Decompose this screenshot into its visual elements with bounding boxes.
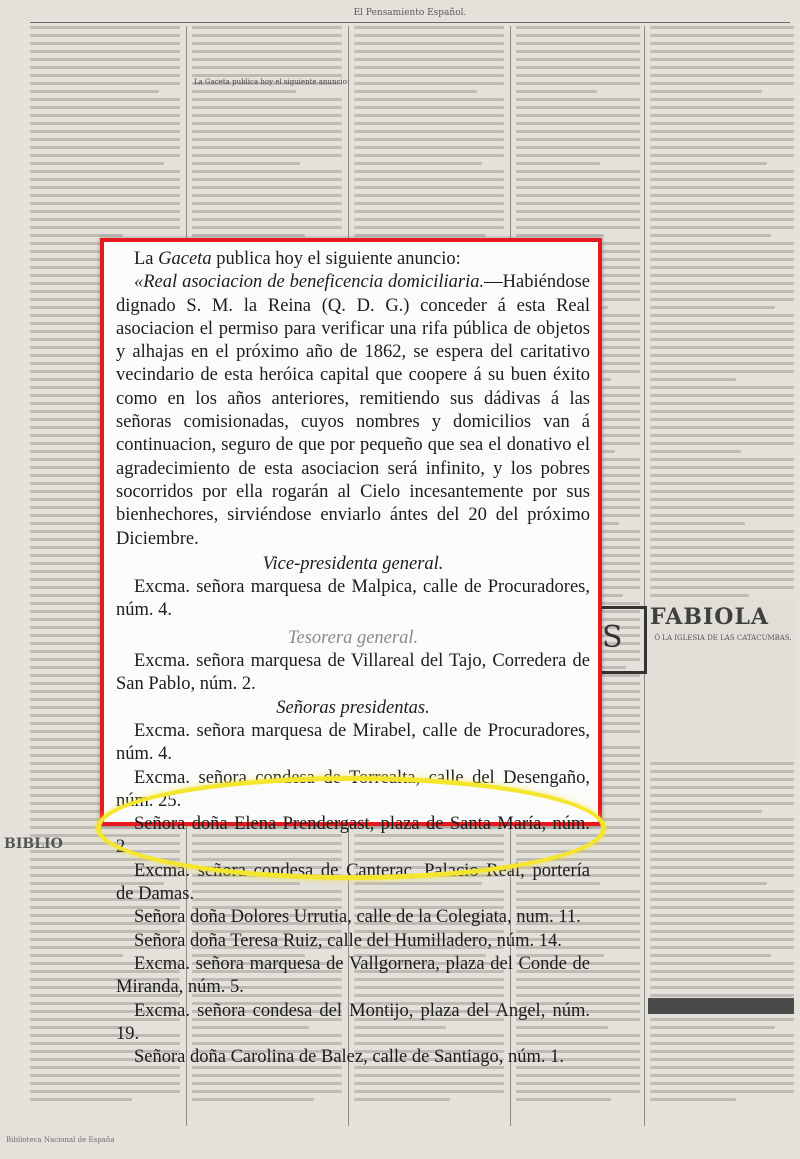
list-item: Señora doña Carolina de Balez, calle de Santiago, núm. 1. xyxy=(134,1047,564,1068)
print-line xyxy=(650,82,794,85)
announcement-body: —Habiéndose dignado S. M. la Reina (Q. D. G.) conceder á esta Real asociacion el permiso para verificar una rifa pública de objetos y alhajas en el próximo año de 1862, se espera del caritativo vecindario de esta heróica capital que coopere á su buen éxito como en los años anteriores, remitiendo sus dádivas á las señoras comisionadas, cuyos nombres y domicilios van á continuacion, seguro de que por pequeño que sea el donativo el agradecimiento de esta asociacion será infinito, y los pobres socorridos por ella rogarán al Cielo incesantemente por sus bienhechores, sirviéndose enviarlo ántes del 20 del próximo Diciembre. xyxy=(116,272,590,549)
print-line xyxy=(650,562,794,565)
print-line xyxy=(650,1026,775,1029)
print-line xyxy=(516,106,640,109)
print-line xyxy=(650,850,794,853)
print-line xyxy=(650,378,736,381)
print-line xyxy=(516,82,640,85)
print-line xyxy=(650,482,794,485)
print-line xyxy=(516,58,640,61)
print-line xyxy=(192,74,342,77)
print-line xyxy=(650,762,794,765)
print-line xyxy=(650,402,794,405)
list-item: Señora doña Dolores Urrutia, calle de la Colegiata, num. 11. xyxy=(134,907,581,928)
print-line xyxy=(650,490,794,493)
list-item: Excma. señora condesa de Torrealta, calle del Desengaño, núm. 25. xyxy=(116,767,590,811)
print-line xyxy=(354,146,504,149)
print-line xyxy=(30,194,180,197)
print-line xyxy=(650,26,794,29)
print-line xyxy=(354,1098,450,1101)
print-line xyxy=(650,1034,794,1037)
print-line xyxy=(650,346,794,349)
print-line xyxy=(516,66,640,69)
section-band xyxy=(648,998,794,1014)
print-line xyxy=(354,90,477,93)
print-line xyxy=(516,1082,640,1085)
print-line xyxy=(650,314,794,317)
print-line xyxy=(354,178,504,181)
print-line xyxy=(650,234,771,237)
list-item: Excma. señora condesa del Montijo, plaza del Angel, núm. 19. xyxy=(116,1000,590,1044)
print-line xyxy=(30,1074,180,1077)
print-line xyxy=(650,458,794,461)
print-line xyxy=(192,66,342,69)
print-line xyxy=(354,1082,504,1085)
column-5 xyxy=(650,26,794,1126)
print-line xyxy=(192,154,342,157)
print-line xyxy=(30,90,159,93)
print-line xyxy=(30,42,180,45)
print-line xyxy=(192,1082,342,1085)
print-line xyxy=(650,322,794,325)
print-line xyxy=(650,866,794,869)
page-footer: Biblioteca Nacional de España xyxy=(6,1136,115,1144)
ad-letter-box: S xyxy=(598,606,647,674)
print-line xyxy=(650,138,794,141)
print-line xyxy=(516,1090,640,1093)
print-line xyxy=(354,194,504,197)
print-line xyxy=(650,1090,794,1093)
print-line xyxy=(650,154,794,157)
fabiola-subheading: Ó LA IGLESIA DE LAS CATACUMBAS. xyxy=(654,634,792,642)
print-line xyxy=(650,858,794,861)
intro-line xyxy=(116,248,590,271)
list-item: Señora doña Elena Prendergast, plaza de Santa María, núm. 2. xyxy=(116,814,590,858)
print-line xyxy=(650,898,794,901)
print-line xyxy=(650,1018,794,1021)
print-line xyxy=(354,202,504,205)
vice-entry: Excma. señora marquesa de Malpica, calle de Procuradores, núm. 4. xyxy=(116,577,590,621)
print-line xyxy=(516,74,640,77)
print-line xyxy=(354,122,504,125)
print-line xyxy=(516,226,640,229)
print-line xyxy=(30,210,180,213)
print-line xyxy=(650,282,794,285)
print-line xyxy=(30,66,180,69)
print-line xyxy=(354,34,504,37)
print-line xyxy=(30,170,180,173)
print-line xyxy=(650,362,794,365)
print-line xyxy=(516,26,640,29)
print-line xyxy=(192,90,296,93)
print-line xyxy=(650,298,794,301)
print-line xyxy=(650,426,794,429)
intro-suffix: publica hoy el siguiente anuncio: xyxy=(211,249,461,269)
print-line xyxy=(650,466,794,469)
print-line xyxy=(516,162,600,165)
print-line xyxy=(650,570,794,573)
print-line xyxy=(516,122,640,125)
print-line xyxy=(650,386,794,389)
print-line xyxy=(192,1074,342,1077)
print-line xyxy=(650,106,794,109)
gaceta-title: Gaceta xyxy=(158,249,212,269)
print-line xyxy=(192,42,342,45)
print-line xyxy=(30,218,180,221)
print-line xyxy=(30,954,123,957)
print-line xyxy=(516,170,640,173)
print-line xyxy=(192,1090,342,1093)
small-gaceta-text: La Gaceta publica hoy el siguiente anuncio: xyxy=(194,78,350,86)
print-line xyxy=(192,26,342,29)
print-line xyxy=(516,34,640,37)
print-line xyxy=(650,882,767,885)
print-line xyxy=(354,98,504,101)
print-line xyxy=(354,58,504,61)
print-line xyxy=(30,138,180,141)
print-line xyxy=(650,1098,736,1101)
print-line xyxy=(354,170,504,173)
print-line xyxy=(650,546,794,549)
print-line xyxy=(192,194,342,197)
print-line xyxy=(192,218,342,221)
print-line xyxy=(30,178,180,181)
print-line xyxy=(192,178,342,181)
announcement-title: «Real asociacion de beneficencia domiciliaria. xyxy=(134,272,485,293)
print-line xyxy=(650,410,794,413)
print-line xyxy=(650,554,794,557)
print-line xyxy=(650,226,794,229)
print-line xyxy=(650,242,794,245)
print-line xyxy=(650,354,794,357)
print-line xyxy=(650,890,794,893)
print-line xyxy=(650,834,794,837)
print-line xyxy=(650,586,794,589)
print-line xyxy=(354,42,504,45)
print-line xyxy=(354,210,504,213)
print-line xyxy=(192,210,342,213)
print-line xyxy=(354,138,504,141)
print-line xyxy=(650,1050,794,1053)
print-line xyxy=(650,914,794,917)
print-line xyxy=(650,210,794,213)
print-line xyxy=(192,202,342,205)
print-line xyxy=(516,1074,640,1077)
print-line xyxy=(30,226,180,229)
print-line xyxy=(650,1058,794,1061)
print-line xyxy=(650,258,794,261)
print-line xyxy=(650,266,794,269)
print-line xyxy=(650,594,749,597)
print-line xyxy=(650,202,794,205)
print-line xyxy=(30,186,180,189)
print-line xyxy=(354,130,504,133)
print-line xyxy=(650,810,762,813)
print-line xyxy=(650,114,794,117)
print-line xyxy=(650,434,794,437)
print-line xyxy=(650,98,794,101)
print-line xyxy=(30,202,180,205)
print-line xyxy=(30,146,180,149)
print-line xyxy=(650,442,794,445)
print-line xyxy=(650,506,794,509)
print-line xyxy=(516,138,640,141)
print-line xyxy=(650,842,794,845)
print-line xyxy=(650,522,745,525)
print-line xyxy=(650,1074,794,1077)
print-line xyxy=(192,34,342,37)
print-line xyxy=(650,514,794,517)
print-line xyxy=(354,1074,504,1077)
print-line xyxy=(30,74,180,77)
print-line xyxy=(650,74,794,77)
print-line xyxy=(192,162,300,165)
print-line xyxy=(516,186,640,189)
print-line xyxy=(650,978,794,981)
print-line xyxy=(354,162,482,165)
print-line xyxy=(650,50,794,53)
print-line xyxy=(516,50,640,53)
print-line xyxy=(192,138,342,141)
print-line xyxy=(192,58,342,61)
print-line xyxy=(192,226,342,229)
print-line xyxy=(650,394,794,397)
print-line xyxy=(354,186,504,189)
print-line xyxy=(516,98,640,101)
list-item: Señora doña Teresa Ruiz, calle del Humilladero, núm. 14. xyxy=(134,930,562,951)
print-line xyxy=(192,186,342,189)
print-line xyxy=(650,938,794,941)
print-line xyxy=(516,234,604,237)
print-line xyxy=(650,250,794,253)
print-line xyxy=(650,1042,794,1045)
intro-prefix: La xyxy=(134,249,159,269)
print-line xyxy=(650,330,794,333)
print-line xyxy=(354,114,504,117)
print-line xyxy=(30,1098,132,1101)
print-line xyxy=(650,922,794,925)
print-line xyxy=(192,122,342,125)
list-item: Excma. señora marquesa de Mirabel, calle de Procuradores, núm. 4. xyxy=(116,720,590,765)
print-line xyxy=(650,786,794,789)
print-line xyxy=(516,178,640,181)
print-line xyxy=(354,1090,504,1093)
list-item: Excma. señora marquesa de Vallgornera, plaza del Conde de Miranda, núm. 5. xyxy=(116,953,590,998)
print-line xyxy=(650,474,794,477)
print-line xyxy=(650,874,794,877)
list-item: Excma. señora condesa de Canterac, Palacio Real, portería de Damas. xyxy=(116,860,590,905)
print-line xyxy=(650,42,794,45)
print-line xyxy=(192,170,342,173)
print-line xyxy=(650,290,794,293)
print-line xyxy=(30,162,164,165)
print-line xyxy=(192,1098,314,1101)
print-line xyxy=(354,154,504,157)
print-line xyxy=(192,98,342,101)
print-line xyxy=(650,994,794,997)
print-line xyxy=(30,234,123,237)
print-line xyxy=(30,58,180,61)
treasurer-entry: Excma. señora marquesa de Villareal del Tajo, Corredera de San Pablo, núm. 2. xyxy=(116,651,590,695)
print-line xyxy=(30,122,180,125)
print-line xyxy=(650,530,794,533)
print-line xyxy=(516,42,640,45)
column-rule xyxy=(644,26,645,1126)
print-line xyxy=(650,274,794,277)
print-line xyxy=(650,954,771,957)
print-line xyxy=(30,114,180,117)
print-line xyxy=(650,146,794,149)
print-line xyxy=(650,66,794,69)
print-line xyxy=(650,906,794,909)
print-line xyxy=(650,930,794,933)
print-line xyxy=(650,186,794,189)
print-line xyxy=(30,1026,128,1029)
print-line xyxy=(650,130,794,133)
print-line xyxy=(192,106,342,109)
print-line xyxy=(650,826,794,829)
print-line xyxy=(650,218,794,221)
print-line xyxy=(650,90,762,93)
print-line xyxy=(650,770,794,773)
print-line xyxy=(30,50,180,53)
masthead: El Pensamiento Español. xyxy=(30,4,790,23)
print-line xyxy=(354,74,504,77)
print-line xyxy=(354,66,504,69)
excerpt-text xyxy=(116,248,590,1069)
print-line xyxy=(650,162,767,165)
print-line xyxy=(30,34,180,37)
print-line xyxy=(650,170,794,173)
print-line xyxy=(192,146,342,149)
print-line xyxy=(650,794,794,797)
print-line xyxy=(650,122,794,125)
print-line xyxy=(30,130,180,133)
treasurer-heading: Tesorera general. xyxy=(287,627,419,648)
vice-heading: Vice-presidenta general. xyxy=(262,553,444,574)
print-line xyxy=(650,970,794,973)
print-line xyxy=(192,234,305,237)
print-line xyxy=(516,194,640,197)
presidents-heading: Señoras presidentas. xyxy=(276,697,430,718)
print-line xyxy=(30,154,180,157)
print-line xyxy=(192,130,342,133)
print-line xyxy=(354,218,504,221)
print-line xyxy=(650,578,794,581)
print-line xyxy=(516,90,597,93)
print-line xyxy=(650,818,794,821)
print-line xyxy=(650,946,794,949)
print-line xyxy=(354,226,504,229)
print-line xyxy=(354,234,486,237)
print-line xyxy=(30,1082,180,1085)
print-line xyxy=(650,178,794,181)
biblio-heading: BIBLIO xyxy=(4,836,63,852)
print-line xyxy=(30,1090,180,1093)
print-line xyxy=(192,50,342,53)
print-line xyxy=(354,106,504,109)
print-line xyxy=(650,498,794,501)
print-line xyxy=(516,202,640,205)
print-line xyxy=(650,802,794,805)
print-line xyxy=(650,418,794,421)
print-line xyxy=(650,538,794,541)
print-line xyxy=(516,210,640,213)
print-line xyxy=(516,1098,611,1101)
print-line xyxy=(650,962,794,965)
print-line xyxy=(30,26,180,29)
print-line xyxy=(650,306,775,309)
print-line xyxy=(650,1066,794,1069)
zoomed-excerpt xyxy=(100,238,602,1068)
print-line xyxy=(650,194,794,197)
print-line xyxy=(516,114,640,117)
print-line xyxy=(192,114,342,117)
print-line xyxy=(650,58,794,61)
print-line xyxy=(516,130,640,133)
print-line xyxy=(650,370,794,373)
print-line xyxy=(30,82,180,85)
print-line xyxy=(354,26,504,29)
print-line xyxy=(516,154,640,157)
print-line xyxy=(354,82,504,85)
print-line xyxy=(650,450,741,453)
print-line xyxy=(30,106,180,109)
print-line xyxy=(650,338,794,341)
print-line xyxy=(650,986,794,989)
fabiola-heading: FABIOLA xyxy=(650,604,769,630)
print-line xyxy=(516,218,640,221)
print-line xyxy=(650,34,794,37)
print-line xyxy=(354,50,504,53)
announcement xyxy=(116,271,590,551)
print-line xyxy=(650,1082,794,1085)
print-line xyxy=(650,778,794,781)
print-line xyxy=(516,146,640,149)
print-line xyxy=(30,98,180,101)
